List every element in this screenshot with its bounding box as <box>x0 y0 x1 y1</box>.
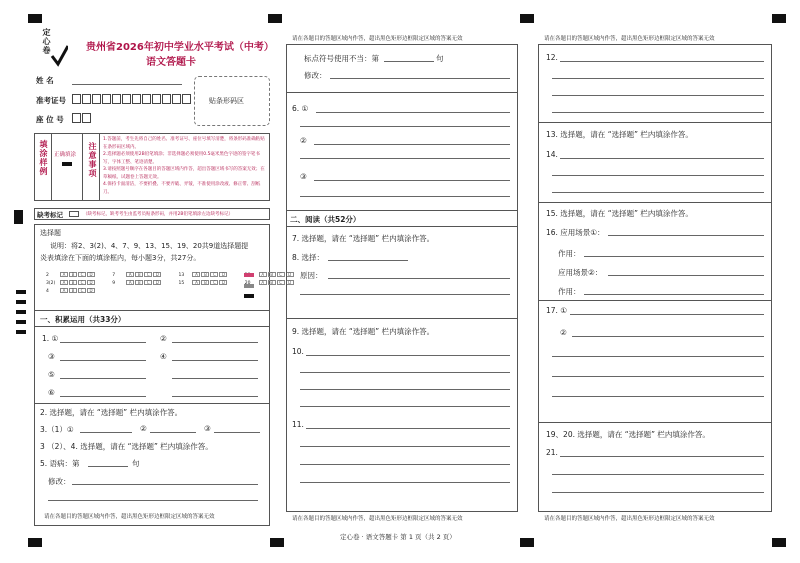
corner-marker <box>28 538 42 547</box>
option-bubble[interactable]: C <box>210 280 218 285</box>
q2-instruction: 2. 选择题，请在 “选择题” 栏内填涂作答。 <box>40 408 183 417</box>
option-bubble[interactable]: B <box>135 280 143 285</box>
option-bubble[interactable]: A <box>60 288 68 293</box>
seat-label: 座 位 号 <box>36 115 64 124</box>
answer-line[interactable] <box>300 294 510 295</box>
q6-3: ③ <box>300 172 307 181</box>
answer-line[interactable] <box>570 314 764 315</box>
option-bubble[interactable]: A <box>60 280 68 285</box>
answer-line[interactable] <box>60 378 146 379</box>
answer-line[interactable] <box>316 112 510 113</box>
option-bubble[interactable]: B <box>69 272 77 277</box>
exam-no-label: 准考证号 <box>36 96 66 105</box>
corner-marker <box>270 538 284 547</box>
section-divider <box>286 92 518 93</box>
instructions-box <box>34 133 270 201</box>
answer-line[interactable] <box>552 396 764 397</box>
answer-line[interactable] <box>306 428 510 429</box>
side-marker <box>16 300 26 304</box>
q12-label: 12. <box>546 53 558 62</box>
punct-fix-label: 修改： <box>304 71 327 80</box>
q1-2: ② <box>160 334 167 343</box>
answer-line[interactable] <box>300 372 510 373</box>
corner-marker <box>772 538 786 547</box>
answer-line[interactable] <box>88 466 128 467</box>
answer-line[interactable] <box>560 158 764 159</box>
answer-line[interactable] <box>306 355 510 356</box>
option-bubble[interactable]: A <box>259 280 267 285</box>
q16-scene2-label: 应用场景②： <box>558 268 603 277</box>
q3-3: ③ <box>204 424 211 433</box>
option-bubble[interactable]: C <box>78 288 86 293</box>
option-bubble[interactable]: B <box>268 272 276 277</box>
option-bubble[interactable]: D <box>153 272 161 277</box>
q-num: 4 <box>46 289 49 294</box>
answer-line[interactable] <box>314 144 510 145</box>
q-num: 2 <box>46 273 49 278</box>
q-num: 7 <box>112 273 116 278</box>
black-marker <box>244 294 254 298</box>
answer-line[interactable] <box>300 389 510 390</box>
answer-line[interactable] <box>48 500 258 501</box>
q-num: 3(2) <box>46 281 56 286</box>
section-divider <box>538 202 772 203</box>
corner-marker <box>772 14 786 23</box>
answer-line[interactable] <box>60 360 146 361</box>
option-bubble[interactable]: B <box>201 280 209 285</box>
q10-label: 10. <box>292 347 304 356</box>
option-bubble[interactable]: D <box>153 280 161 285</box>
seal-text: 定心卷 <box>42 28 52 55</box>
answer-line[interactable] <box>150 432 196 433</box>
q5-suffix: 句 <box>132 459 140 468</box>
notice-item: 3.请按照题号顺序在各题目的答题区域内作答，超出答题区域书写的答案无效；在草稿纸、试题卷上答题无效。 <box>103 167 265 180</box>
notice-list <box>99 134 270 200</box>
answer-line[interactable] <box>300 158 510 159</box>
section2-title: 二、阅读（共52分） <box>290 215 361 224</box>
answer-line[interactable] <box>172 360 258 361</box>
page-title: 贵州省2026年初中学业水平考试（中考） <box>86 42 274 53</box>
option-bubble[interactable]: C <box>78 272 86 277</box>
option-bubble[interactable]: B <box>268 280 276 285</box>
q14-label: 14. <box>546 150 558 159</box>
answer-line[interactable] <box>560 61 764 62</box>
choice-desc: 说明：将2、3(2)、4、7、9、13、15、19、20共9道选择题提 <box>50 242 249 250</box>
choice-desc: 炎表填涂在下面的填涂框内，每小题3分，共27分。 <box>40 254 201 262</box>
answer-line[interactable] <box>214 432 260 433</box>
option-bubble[interactable]: B <box>135 272 143 277</box>
option-bubble[interactable]: A <box>126 280 134 285</box>
side-marker <box>16 320 26 324</box>
page-subtitle: 语文答题卡 <box>146 57 196 68</box>
absent-label: 缺考标记 <box>37 211 63 219</box>
q8-label: 8. 选择： <box>292 253 325 262</box>
option-bubble[interactable]: D <box>87 288 95 293</box>
answer-line[interactable] <box>300 126 510 127</box>
absent-mark-row <box>34 208 270 220</box>
q11-label: 11. <box>292 420 304 429</box>
answer-line[interactable] <box>552 492 764 493</box>
q1920-instruction: 19、20. 选择题，请在 “选择题” 栏内填涂作答。 <box>546 430 710 439</box>
answer-line[interactable] <box>552 192 764 193</box>
q1-4: ④ <box>160 352 167 361</box>
seat-boxes[interactable] <box>72 113 92 125</box>
answer-line[interactable] <box>328 260 408 261</box>
q-num: 13 <box>178 273 185 278</box>
answer-line[interactable] <box>552 95 764 96</box>
punct-suffix: 句 <box>436 54 444 63</box>
answer-line[interactable] <box>552 356 764 357</box>
section-divider <box>538 422 772 423</box>
option-bubble[interactable]: B <box>69 280 77 285</box>
corner-marker <box>28 14 42 23</box>
option-bubble[interactable]: D <box>87 280 95 285</box>
answer-line[interactable] <box>60 342 146 343</box>
choice-title: 选择题 <box>40 229 61 237</box>
answer-line[interactable] <box>608 235 764 236</box>
answer-line[interactable] <box>300 196 510 197</box>
answer-line[interactable] <box>384 61 434 62</box>
fill-example-label: 填涂样例 <box>39 140 48 176</box>
warning-text: 请在各题目的答题区域内作答，超出黑色矩形边框限定区域的答案无效 <box>544 36 715 42</box>
option-bubble[interactable]: C <box>277 272 285 277</box>
absent-checkbox[interactable] <box>69 211 79 217</box>
q34-instruction: 3 （2）、4. 选择题，请在 “选择题” 栏内填涂作答。 <box>40 442 213 451</box>
option-bubble[interactable]: C <box>144 272 152 277</box>
option-bubble[interactable]: A <box>126 272 134 277</box>
notice-item: 4.保持卡面清洁，不要折叠、不要弄破、弄皱，不准使用涂改液、修正带、刮纸刀。 <box>103 182 261 195</box>
option-bubble[interactable]: B <box>69 288 77 293</box>
fill-example-cell <box>51 134 83 200</box>
q16-use1-label: 作用： <box>558 249 581 258</box>
answer-line[interactable] <box>608 275 764 276</box>
q1-1: 1. ① <box>42 334 59 343</box>
option-bubble[interactable]: D <box>87 272 95 277</box>
absent-note: （缺考标记，缺考考生由监考员贴条形码，并用2B铅笔填涂左边缺考标记） <box>83 212 233 217</box>
q9-instruction: 9. 选择题，请在 “选择题” 栏内填涂作答。 <box>292 327 435 336</box>
option-bubble[interactable]: C <box>144 280 152 285</box>
answer-panel-3 <box>538 44 772 512</box>
answer-line[interactable] <box>584 256 764 257</box>
punct-label: 标点符号使用不当：第 <box>304 54 379 63</box>
q15-instruction: 15. 选择题，请在 “选择题” 栏内填涂作答。 <box>546 209 693 218</box>
section-divider <box>34 310 270 311</box>
q1-5: ⑤ <box>48 370 55 379</box>
q17-1: 17. ① <box>546 306 568 315</box>
option-bubble[interactable]: C <box>78 280 86 285</box>
answer-line[interactable] <box>584 294 764 295</box>
option-bubble[interactable]: A <box>192 272 200 277</box>
seal-logo <box>38 28 68 68</box>
corner-marker <box>268 14 282 23</box>
notice-item: 2.选择题必须使用2B铅笔填涂；非选择题必须使用0.5毫米黑色字迹的签字笔书写，字体工整、笔迹清楚。 <box>103 152 260 165</box>
q6-1: 6. ① <box>292 104 309 113</box>
answer-line[interactable] <box>328 278 510 279</box>
answer-line[interactable] <box>314 180 510 181</box>
option-bubble[interactable]: C <box>277 280 285 285</box>
answer-line[interactable] <box>330 78 510 79</box>
section-divider <box>538 300 772 301</box>
q7-instruction: 7. 选择题，请在 “选择题” 栏内填涂作答。 <box>292 234 435 243</box>
exam-no-boxes[interactable] <box>72 94 192 106</box>
choice-grid[interactable] <box>46 270 295 294</box>
option-bubble[interactable]: D <box>219 280 227 285</box>
q3-1: 3.（1）① <box>40 425 74 434</box>
q1-3: ③ <box>48 352 55 361</box>
answer-line[interactable] <box>300 446 510 447</box>
answer-line[interactable] <box>172 342 258 343</box>
section-divider <box>34 403 270 404</box>
answer-line[interactable] <box>60 396 146 397</box>
answer-line[interactable] <box>552 474 764 475</box>
fill-sample <box>62 162 72 166</box>
warning-text: 请在各题目的答题区域内作答，超出黑色矩形边框限定区域的答案无效 <box>292 516 463 522</box>
corner-marker <box>14 210 23 224</box>
answer-line[interactable] <box>172 396 258 397</box>
answer-line[interactable] <box>300 482 510 483</box>
section1-title: 一、积累运用（共33分） <box>40 315 126 324</box>
warning-text: 请在各题目的答题区域内作答，超出黑色矩形边框限定区域的答案无效 <box>544 516 715 522</box>
q-num: 9 <box>112 281 116 286</box>
section-divider <box>286 318 518 319</box>
option-bubble[interactable]: D <box>286 272 294 277</box>
q21-label: 21. <box>546 448 558 457</box>
check-icon <box>38 28 68 68</box>
answer-line[interactable] <box>552 112 764 113</box>
answer-line[interactable] <box>172 378 258 379</box>
name-field[interactable] <box>72 84 182 85</box>
side-marker <box>16 290 26 294</box>
notice-item: 1.答题前，考生先将自己的姓名、准考证号、座位号填写清楚，将条形码准确粘贴在条形码区域内。 <box>103 137 265 150</box>
section-divider <box>286 210 518 211</box>
answer-line[interactable] <box>560 456 764 457</box>
q13-instruction: 13. 选择题，请在 “选择题” 栏内填涂作答。 <box>546 130 693 139</box>
barcode-area <box>194 76 270 126</box>
corner-marker <box>520 538 534 547</box>
warning-text: 请在各题目的答题区域内作答，超出黑色矩形边框限定区域的答案无效 <box>292 36 463 42</box>
section-divider <box>538 122 772 123</box>
q-num: 15 <box>178 281 185 286</box>
option-bubble[interactable]: D <box>286 280 294 285</box>
q16-scene1-label: 16. 应用场景①： <box>546 228 605 237</box>
notice-label: 注意事项 <box>88 142 97 178</box>
side-marker <box>16 330 26 334</box>
q16-use2-label: 作用： <box>558 287 581 296</box>
answer-line[interactable] <box>300 406 510 407</box>
answer-line[interactable] <box>300 464 510 465</box>
option-bubble[interactable]: B <box>201 272 209 277</box>
barcode-label: 贴条形码区 <box>209 97 244 105</box>
option-bubble[interactable]: A <box>60 272 68 277</box>
correct-fill-label: 正确填涂 <box>54 152 77 158</box>
q6-2: ② <box>300 136 307 145</box>
name-label: 姓 名 <box>36 76 54 85</box>
answer-line[interactable] <box>552 78 764 79</box>
section-divider <box>286 226 518 227</box>
warning-text: 请在各题目的答题区域内作答，超出黑色矩形边框限定区域的答案无效 <box>44 514 215 520</box>
q3-2: ② <box>140 424 147 433</box>
q5-label: 5. 语病：第 <box>40 459 80 468</box>
page-footer: 定心卷 · 语文答题卡 第 1 页（共 2 页） <box>340 533 456 541</box>
answer-line[interactable] <box>552 376 764 377</box>
q17-2: ② <box>560 328 567 337</box>
side-marker <box>16 310 26 314</box>
q8-reason-label: 原因： <box>300 271 323 280</box>
answer-line[interactable] <box>80 432 132 433</box>
option-bubble[interactable]: A <box>259 272 267 277</box>
gray-marker <box>244 284 254 288</box>
answer-line[interactable] <box>572 336 764 337</box>
section-divider <box>34 326 270 327</box>
answer-line[interactable] <box>552 175 764 176</box>
answer-line[interactable] <box>72 484 258 485</box>
q1-6: ⑥ <box>48 388 55 397</box>
option-bubble[interactable]: D <box>219 272 227 277</box>
option-bubble[interactable]: A <box>192 280 200 285</box>
option-bubble[interactable]: C <box>210 272 218 277</box>
pink-marker <box>244 273 254 277</box>
q5-fix-label: 修改： <box>48 477 71 486</box>
corner-marker <box>520 14 534 23</box>
